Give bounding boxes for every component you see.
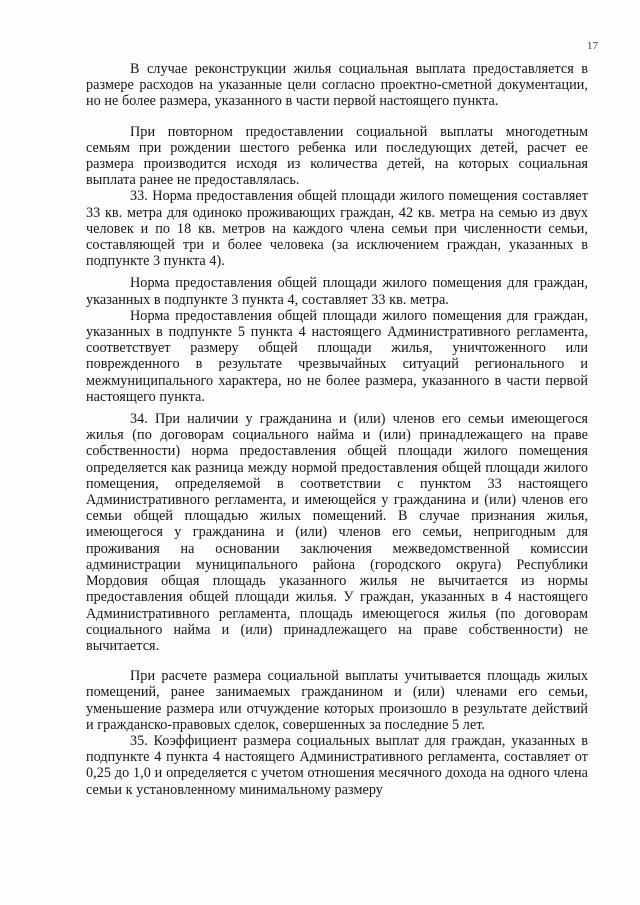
paragraph-norm-subitem-3: Норма предоставления общей площади жилого помещения для граждан, указанных в подпункте 3 пункта 4, составляет 33 кв. метра. — [86, 275, 588, 308]
paragraph-reconstruction: В случае реконструкции жилья социальная выплата предоставляется в размере расходов на указанные цели согласно проектно-сметной документации, но не более размера, указанного в части первой настоящего пункта. — [86, 61, 588, 110]
paragraph-area-calculation: При расчете размера социальной выплаты учитывается площадь жилых помещений, ранее занимаемых гражданином и (или) членами его семьи, уменьшение размера или отчуждение которых произошло в результате действий и гражданско-правовых сделок, совершенных за последние 5 лет. — [86, 668, 588, 733]
page-number: 17 — [587, 40, 598, 52]
paragraph-repeated-payment: При повторном предоставлении социальной выплаты многодетным семьям при рождении шестого ребенка или последующих детей, расчет ее размера производится исходя из количества детей, на которых социальная выплата ранее не предоставлялась. — [86, 123, 588, 189]
paragraph-33-norm: 33. Норма предоставления общей площади жилого помещения составляет 33 кв. метра для одиноко проживающих граждан, 42 кв. метра на семью из двух человек и по 18 кв. метров на каждого члена семьи при численности семьи, составляющей три и более человека (за исключением граждан, указанных в подпункте 3 пункта 4). — [86, 188, 588, 270]
paragraph-norm-subitem-5: Норма предоставления общей площади жилого помещения для граждан, указанных в подпункте 5 пункта 4 настоящего Административного регламента, соответствует размеру общей площади жилья, уничтоженного или поврежденного в результате чрезвычайных ситуаций регионального и межмуниципального характера, но не более размера, указанного в части первой настоящего пункта. — [86, 307, 588, 405]
paragraph-35-coefficient: 35. Коэффициент размера социальных выплат для граждан, указанных в подпункте 4 пункта 4 настоящего Административного регламента, составляет от 0,25 до 1,0 и определяется с учетом отношения месячного дохода на одного члена семьи к установленному минимальному размеру — [86, 732, 588, 798]
paragraph-34-existing-housing: 34. При наличии у гражданина и (или) членов его семьи имеющегося жилья (по договорам социального найма и (или) принадлежащего на праве собственности) норма предоставления общей площади жилого помещения определяется как разница между нормой предоставления общей площади жилого помещения, определяемой в соответствии с пунктом 33 настоящего Административного регламента, и имеющейся у гражданина и (или) членов его семьи общей площадью жилых помещений. В случае признания жилья, имеющегося у гражданина и (или) членов его семьи, непригодным для проживания на основании заключения межведомственной комиссии администрации муниципального района (городского округа) Республики Мордовия общая площадь указанного жилья не вычитается из нормы предоставления общей площади жилья. У граждан, указанных в 4 настоящего Административного регламента, площадь имеющегося жилья (по договорам социального найма и (или) принадлежащего на праве собственности) не вычитается. — [86, 411, 588, 654]
document-body — [86, 61, 588, 798]
